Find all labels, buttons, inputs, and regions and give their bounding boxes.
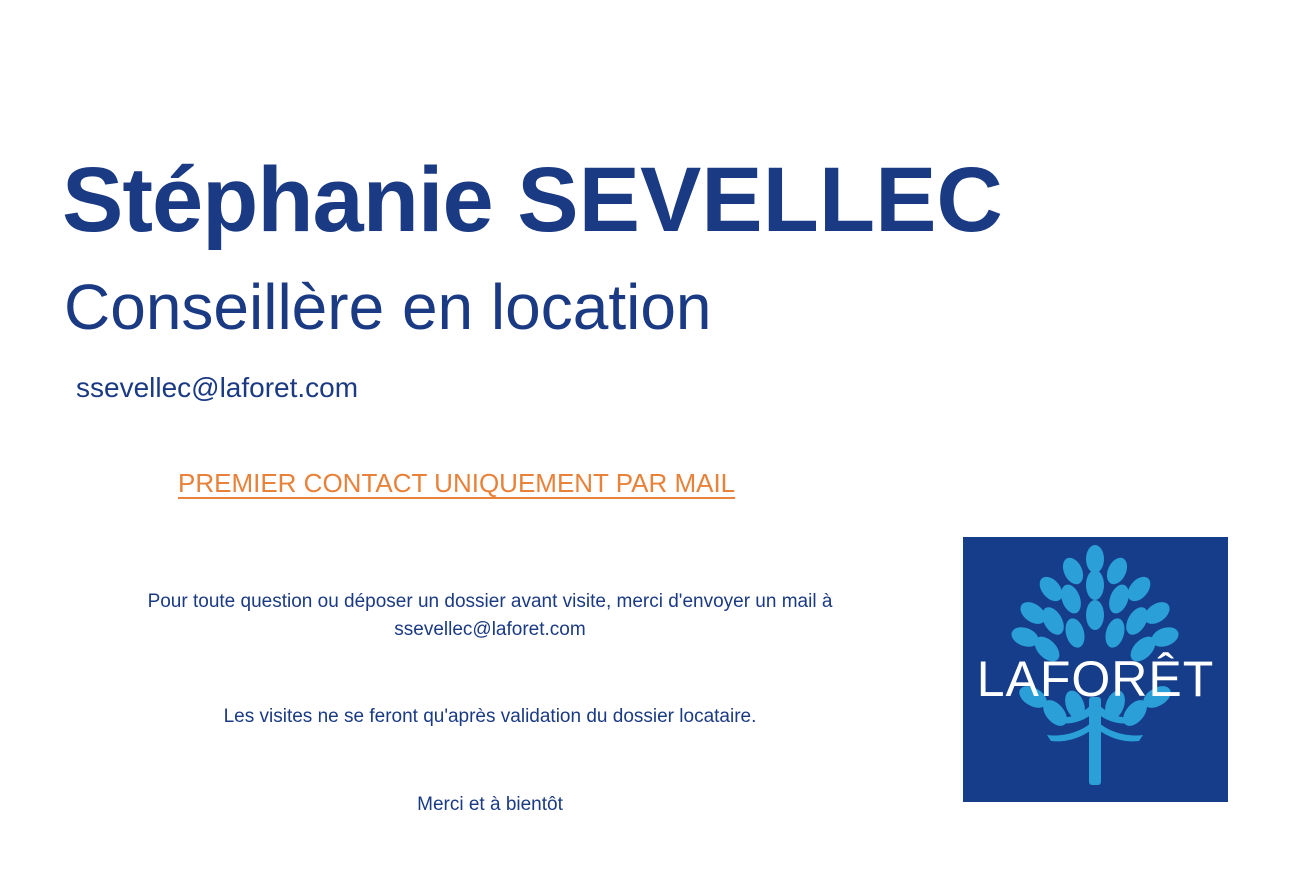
instruction-paragraph-2: Les visites ne se feront qu'après validation du dossier locataire. [223, 706, 757, 727]
page-title [62, 149, 1003, 251]
agent-email: ssevellec@laforet.com [76, 372, 359, 403]
laforet-wordmark: LAFORÊT [976, 651, 1215, 707]
agent-last-name: SEVELLEC [517, 149, 1003, 251]
laforet-logo [963, 537, 1228, 802]
closing-paragraph: Merci et à bientôt [417, 794, 563, 815]
instruction-paragraph-1: Pour toute question ou déposer un dossier avant visite, merci d'envoyer un mail à ssevellec@laforet.com [147, 591, 833, 640]
contact-notice: PREMIER CONTACT UNIQUEMENT PAR MAIL [178, 468, 736, 498]
agent-first-name: Stéphanie [62, 149, 493, 251]
agent-role: Conseillère en location [64, 271, 712, 343]
